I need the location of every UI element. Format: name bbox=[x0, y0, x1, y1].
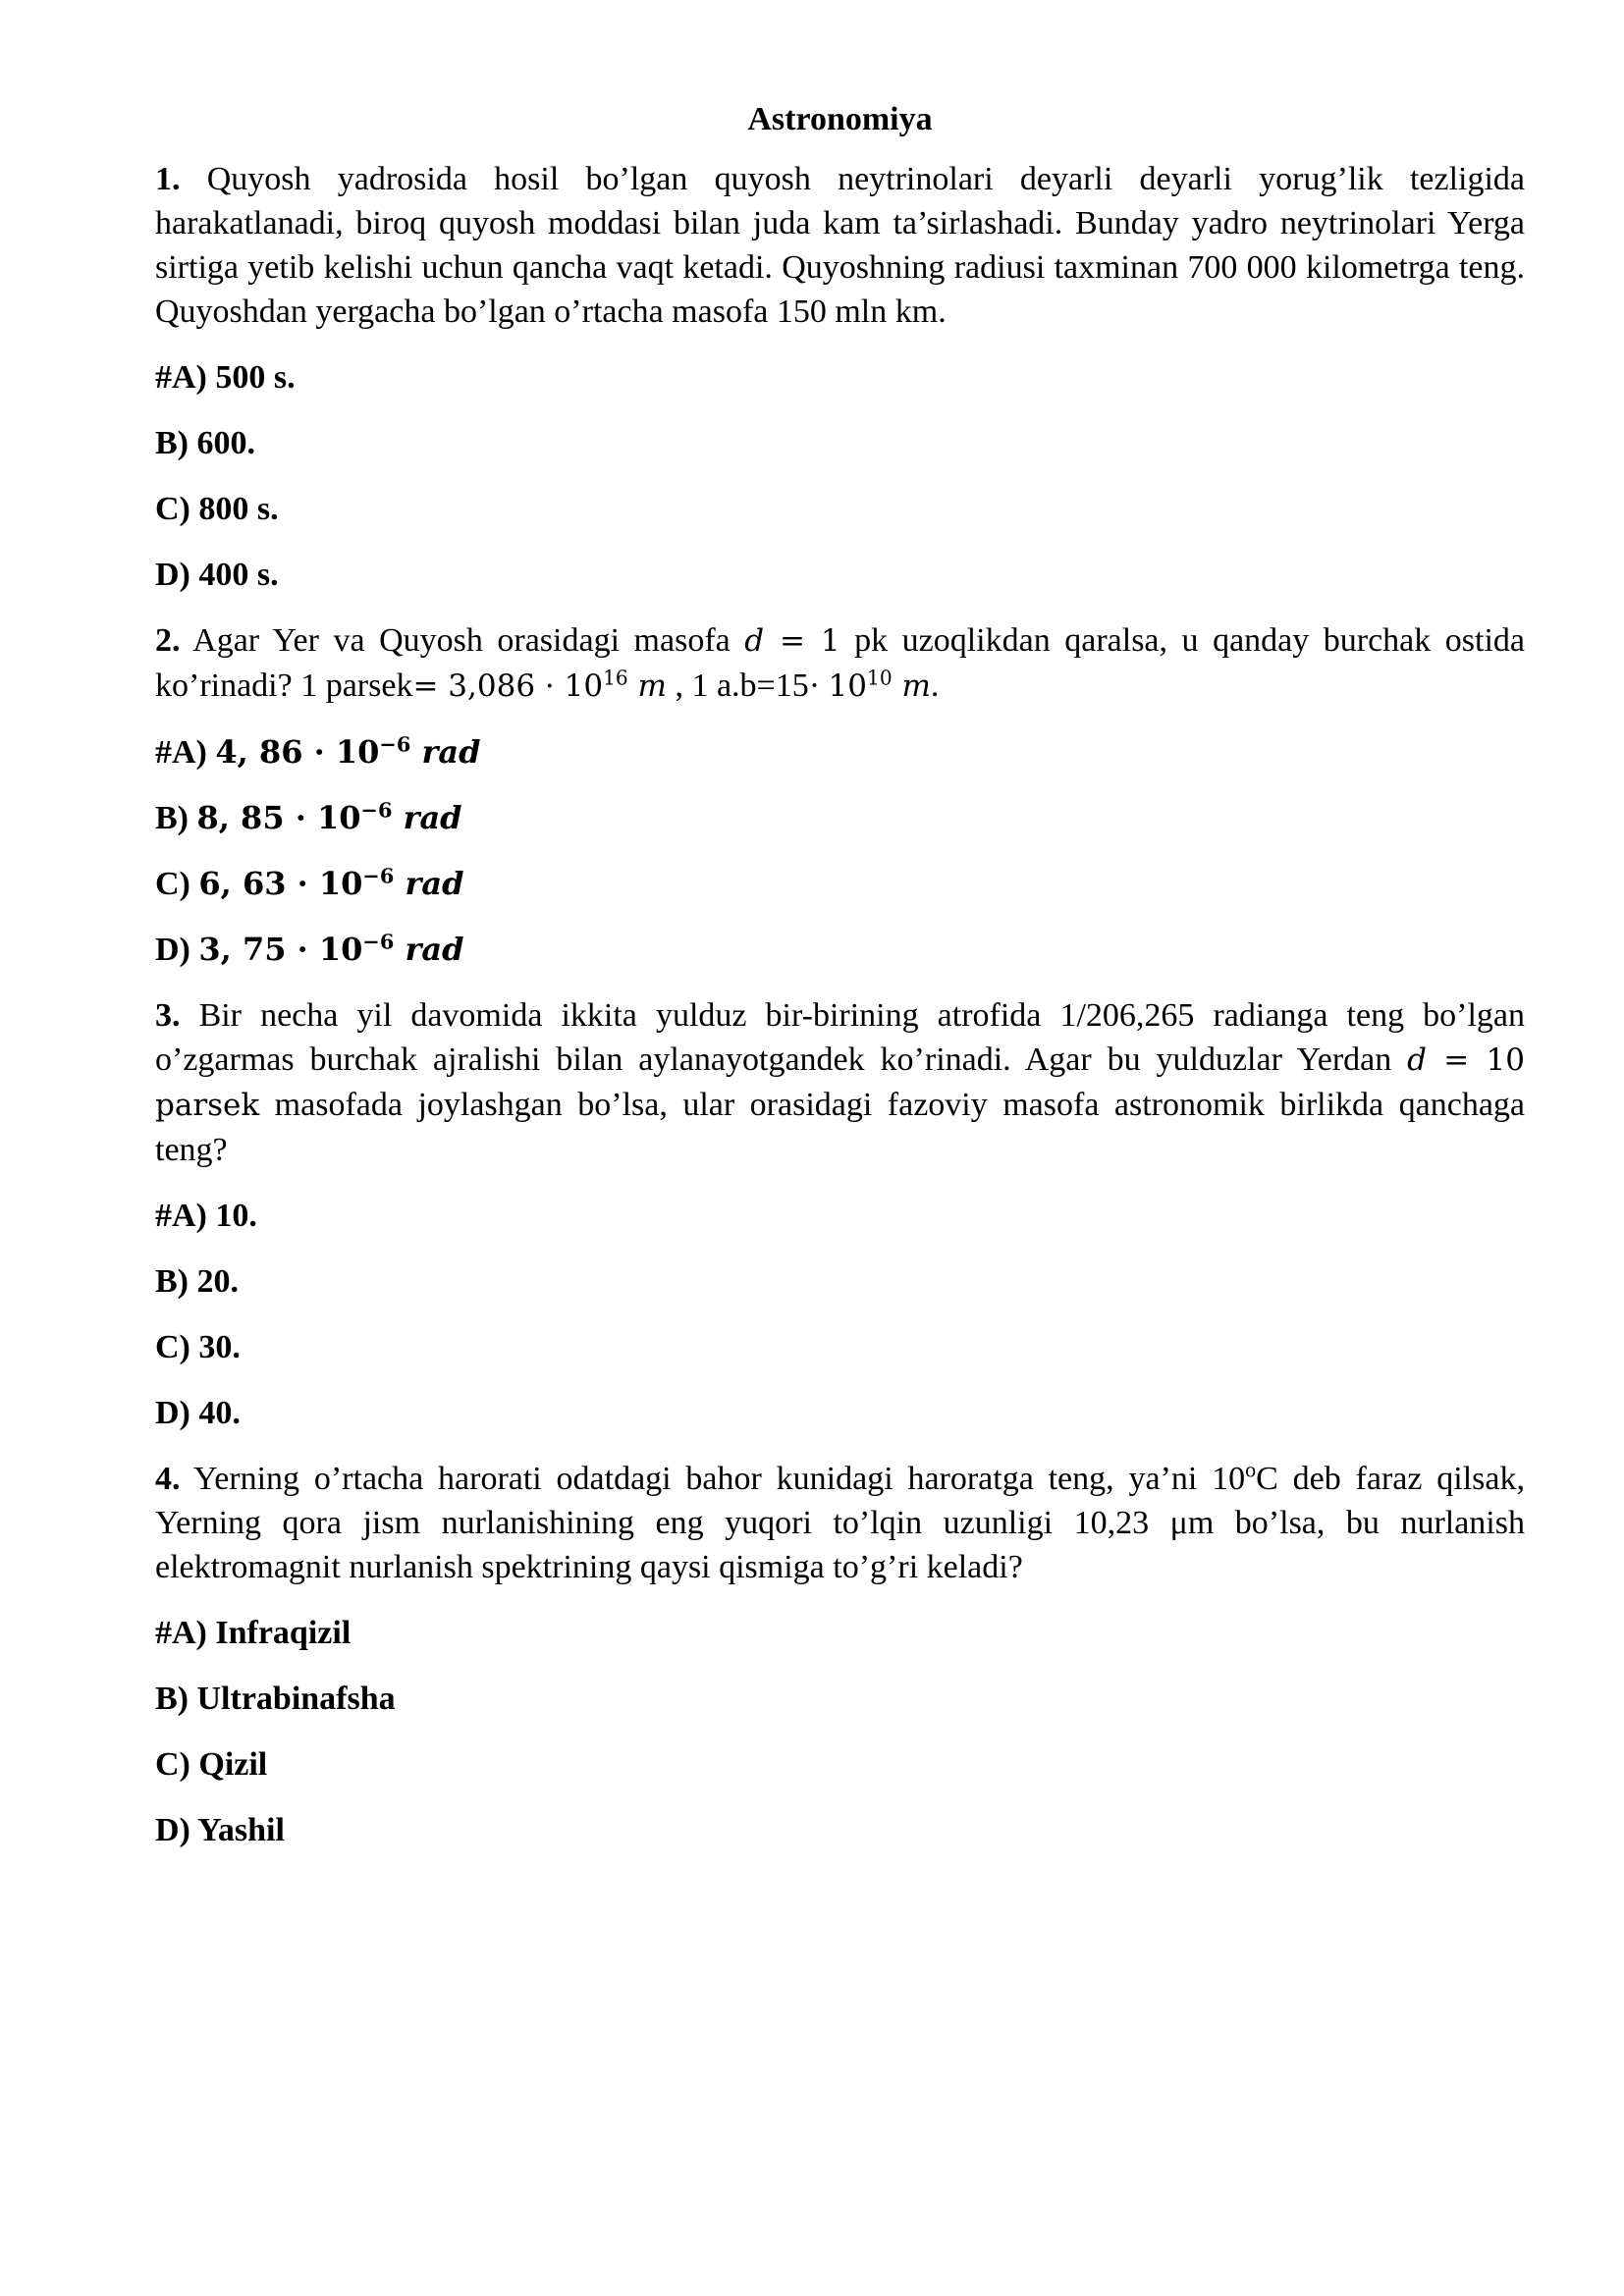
question-body-part: masofada joylashgan bo’lsa, ular orasidagi fazoviy masofa astronomik birlikda qanchaga teng? bbox=[155, 1087, 1525, 1168]
question-number: 2. bbox=[155, 622, 181, 659]
math-base: 10 bbox=[828, 668, 867, 704]
question-body: Quyosh yadrosida hosil bo’lgan quyosh neytrinolari deyarli deyarli yorug’lik tezligida harakatlanadi, biroq quyosh moddasi bilan juda kam ta’sirlashadi. Bunday yadro neytrinolari Yerga sirtiga yetib kelishi uchun qancha vaqt ketadi. Quyoshning radiusi taxminan 700 000 kilometrga teng. Quyoshdan yergacha bo’lgan o’rtacha masofa 150 mln km. bbox=[155, 161, 1525, 330]
question-body-part: Yerning o’rtacha harorati odatdagi bahor kunidagi haroratga teng, ya’ni 10 bbox=[193, 1461, 1246, 1497]
answer-option-b[interactable]: B) 600. bbox=[155, 425, 255, 461]
math-expression bbox=[829, 668, 931, 704]
question-body-part: Bir necha yil davomida ikkita yulduz bir-birining atrofida 1/206,265 radianga teng bo’lgan o’zgarmas burchak ajralishi bilan aylanayotgandek ko’rinadi. Agar bu yulduzlar Yerdan bbox=[155, 997, 1526, 1078]
math-equality: = 10 parsek bbox=[155, 1042, 1525, 1123]
answer-option-b[interactable]: B) 20. bbox=[155, 1263, 239, 1300]
answer-option-d[interactable] bbox=[155, 928, 1525, 972]
math-unit: m bbox=[892, 668, 931, 704]
math-unit: m bbox=[627, 668, 667, 704]
math-exponent: 10 bbox=[867, 666, 893, 690]
answer-option-d[interactable]: D) Yashil bbox=[155, 1812, 285, 1848]
math-expression bbox=[412, 668, 666, 704]
answer-option-b[interactable]: B) Ultrabinafsha bbox=[155, 1681, 396, 1717]
question-text bbox=[155, 618, 1525, 709]
option-exponent: −6 bbox=[362, 863, 395, 888]
option-unit: rad bbox=[394, 931, 464, 968]
answer-option-b[interactable] bbox=[155, 796, 1525, 840]
math-equality: = 1 bbox=[764, 623, 840, 659]
question-body-part: , 1 a.b=15· bbox=[666, 667, 829, 704]
answer-option-c[interactable]: C) 800 s. bbox=[155, 491, 279, 527]
document-title: Astronomiya bbox=[747, 101, 933, 137]
answer-option-d[interactable]: D) 40. bbox=[155, 1395, 241, 1431]
question-text bbox=[155, 993, 1525, 1172]
question-number: 1. bbox=[155, 161, 181, 197]
option-label: #A) bbox=[155, 734, 216, 771]
answer-option-d[interactable]: D) 400 s. bbox=[155, 557, 279, 593]
option-unit: rad bbox=[394, 865, 464, 902]
question-body-part: pk uzoqlikdan qaralsa, u qanday burchak ostida ko’rinadi? 1 parsek bbox=[155, 622, 1526, 704]
answer-option-a[interactable]: #A) 10. bbox=[155, 1198, 257, 1234]
answer-option-c[interactable]: C) 30. bbox=[155, 1329, 241, 1365]
question-number: 4. bbox=[155, 1461, 181, 1497]
question-1 bbox=[155, 157, 1525, 597]
option-mantissa: 8, 85 · 10 bbox=[196, 799, 361, 836]
option-value bbox=[198, 865, 463, 902]
question-body-part: Agar Yer va Quyosh orasidagi masofa bbox=[192, 622, 745, 659]
option-unit: rad bbox=[410, 733, 481, 771]
option-exponent: −6 bbox=[362, 929, 395, 954]
math-expression bbox=[744, 623, 839, 659]
option-label: B) bbox=[155, 800, 197, 836]
answer-option-c[interactable]: C) Qizil bbox=[155, 1746, 268, 1783]
answer-option-a[interactable]: #A) 500 s. bbox=[155, 359, 296, 396]
math-variable: d bbox=[1407, 1042, 1428, 1078]
question-body-part: . bbox=[930, 667, 940, 704]
option-value bbox=[197, 799, 462, 836]
option-label: C) bbox=[155, 866, 199, 902]
degree-superscript: o bbox=[1245, 1457, 1257, 1482]
option-exponent: −6 bbox=[379, 731, 411, 757]
option-exponent: −6 bbox=[360, 797, 393, 823]
question-text bbox=[155, 1457, 1525, 1589]
answer-option-a[interactable]: #A) Infraqizil bbox=[155, 1615, 352, 1651]
option-label: D) bbox=[155, 932, 199, 968]
option-value bbox=[198, 931, 463, 968]
question-body-part: C deb faraz qilsak, Yerning qora jism nurlanishining eng yuqori to’lqin uzunligi 10,23 μm bo’lsa, bu nurlanish elektromagnit nurlanish spektrining qaysi qismiga to’g’ri keladi? bbox=[155, 1461, 1525, 1585]
option-mantissa: 3, 75 · 10 bbox=[198, 931, 363, 968]
option-unit: rad bbox=[392, 799, 462, 836]
math-variable: d bbox=[744, 623, 765, 659]
option-mantissa: 4, 86 · 10 bbox=[215, 733, 380, 771]
question-text bbox=[155, 157, 1525, 334]
question-3 bbox=[155, 993, 1525, 1435]
question-4 bbox=[155, 1457, 1525, 1852]
answer-option-c[interactable] bbox=[155, 862, 1525, 906]
question-2 bbox=[155, 618, 1525, 972]
option-mantissa: 6, 63 · 10 bbox=[198, 865, 363, 902]
answer-option-a[interactable] bbox=[155, 730, 1525, 774]
option-value bbox=[215, 733, 480, 771]
math-exponent: 16 bbox=[603, 666, 628, 690]
document-page bbox=[155, 94, 1525, 1874]
question-number: 3. bbox=[155, 997, 181, 1034]
math-equality: = 3,086 · 10 bbox=[412, 668, 604, 704]
